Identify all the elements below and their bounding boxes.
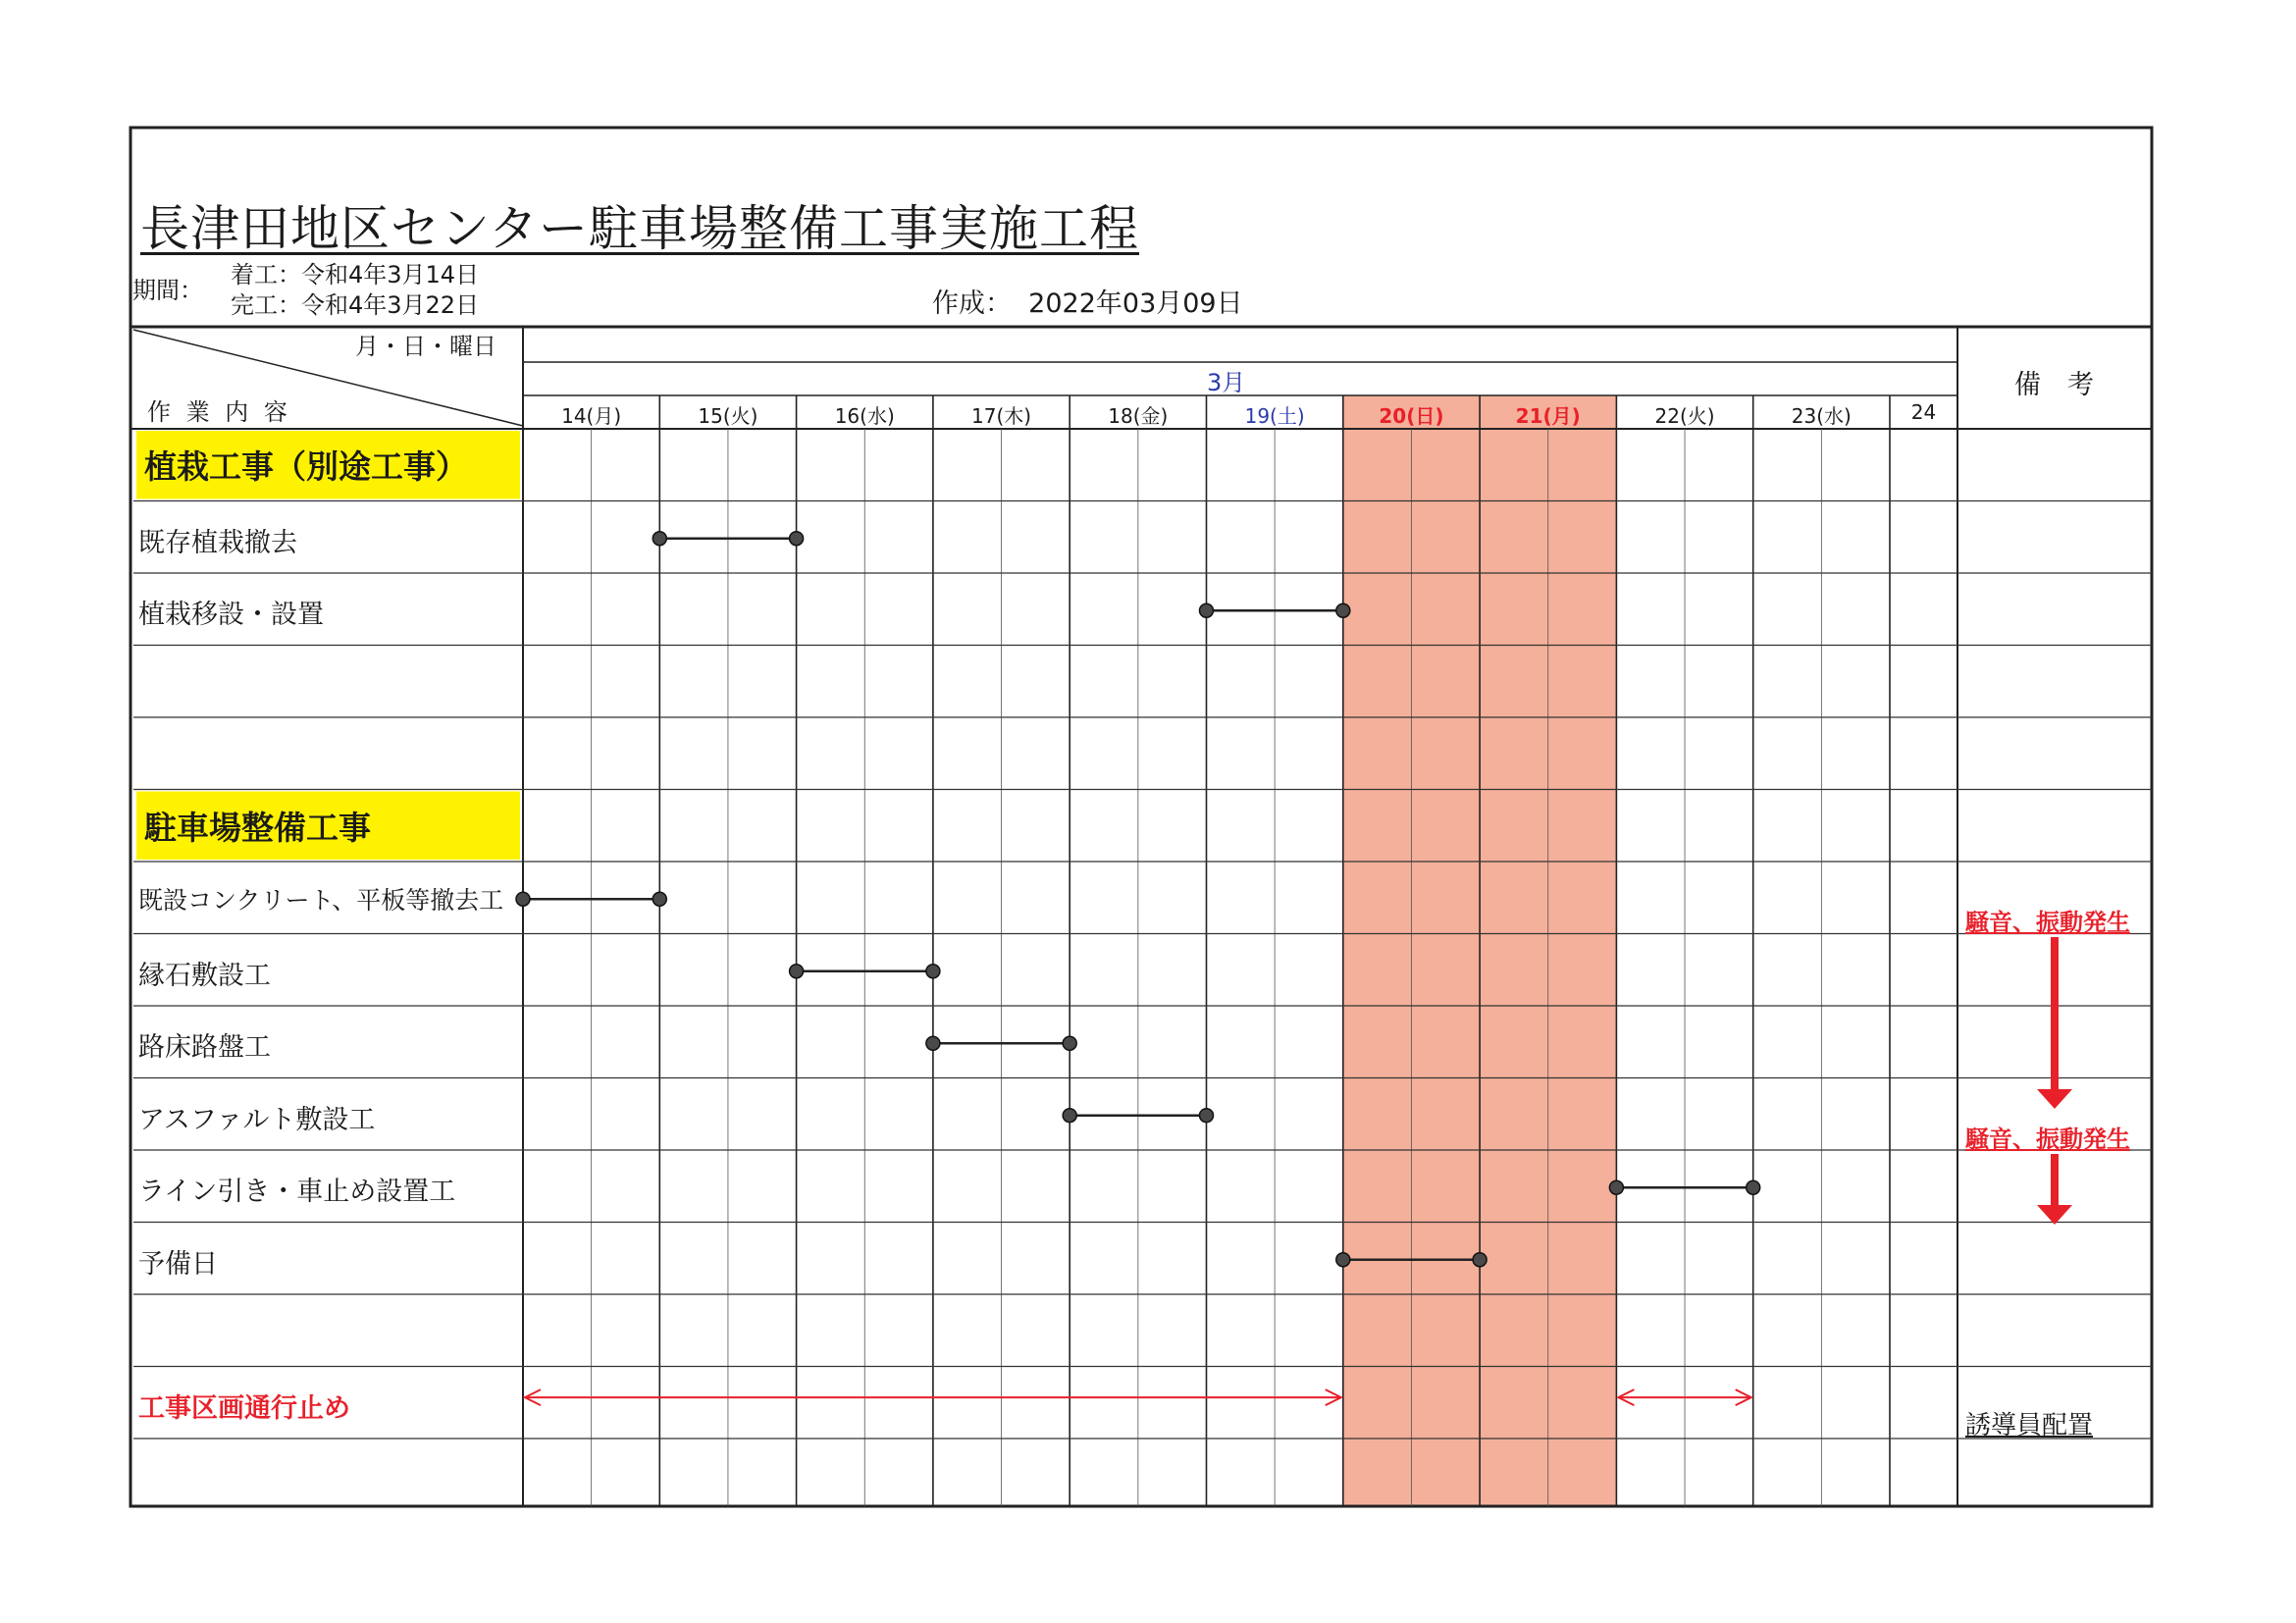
- bar-end-dot: [790, 532, 804, 546]
- bar-start-dot: [1336, 1253, 1350, 1267]
- date-axis-label: 月・日・曜日: [355, 333, 496, 360]
- start-date: 令和4年3月14日: [301, 261, 480, 288]
- task-row-label: 縁石敷設工: [138, 960, 271, 991]
- bar-start-dot: [1609, 1180, 1623, 1194]
- end-date: 令和4年3月22日: [301, 291, 480, 319]
- day-header-2: 16(水): [834, 404, 895, 428]
- task-row-label: アスファルト敷設工: [138, 1104, 376, 1135]
- day-header-5: 19(土): [1244, 404, 1305, 428]
- month-label: 3月: [1207, 369, 1246, 396]
- closure-row-label: 工事区画通行止め: [138, 1392, 350, 1424]
- bar-end-dot: [1336, 603, 1350, 617]
- day-header-8: 22(火): [1654, 404, 1715, 428]
- task-row-label: 植栽移設・設置: [138, 600, 324, 630]
- day-header-9: 23(水): [1791, 404, 1852, 428]
- start-date-row: [231, 261, 479, 288]
- bar-end-dot: [1747, 1180, 1760, 1194]
- day-header-1: 15(火): [698, 404, 758, 428]
- remark-noise-2: 騒音、振動発生: [1965, 1126, 2130, 1153]
- bar-start-dot: [926, 1036, 940, 1050]
- created-label: 作成：: [932, 288, 1012, 319]
- day-header-0: 14(月): [561, 404, 622, 428]
- bar-start-dot: [1063, 1109, 1076, 1123]
- bar-end-dot: [652, 892, 666, 906]
- bar-end-dot: [1200, 1109, 1214, 1123]
- end-label: 完工：: [231, 291, 301, 319]
- day-header-3: 17(木): [971, 404, 1032, 428]
- remarks-header: 備 考: [2014, 370, 2094, 400]
- task-row-label: 既設コンクリート、平板等撤去工: [138, 886, 504, 915]
- day-header-10: 24: [1910, 400, 1937, 424]
- bar-start-dot: [790, 965, 804, 978]
- remark-guide: 誘導員配置: [1965, 1411, 2094, 1440]
- day-header-7: 21(月): [1515, 404, 1581, 428]
- document-title: 長津田地区センター駐車場整備工事実施工程: [140, 200, 1139, 257]
- bar-start-dot: [516, 892, 530, 906]
- task-row-label: 既存植栽撤去: [138, 527, 297, 558]
- day-header-6: 20(日): [1379, 404, 1444, 428]
- work-content-label: 作 業 内 容: [147, 398, 291, 426]
- remark-noise-1: 騒音、振動発生: [1965, 909, 2130, 936]
- task-row-label: 路床路盤工: [138, 1032, 271, 1063]
- task-row-label: ライン引き・車止め設置工: [138, 1177, 456, 1207]
- task-row-label: 予備日: [138, 1248, 218, 1280]
- remark-arrow-2-shaft: [2051, 1154, 2059, 1207]
- start-label: 着工：: [231, 261, 301, 288]
- created-date: 2022年03月09日: [1028, 288, 1243, 319]
- section-heading: 駐車場整備工事: [144, 808, 371, 847]
- end-date-row: [231, 291, 479, 319]
- bar-end-dot: [1473, 1253, 1487, 1267]
- bar-end-dot: [1063, 1036, 1076, 1050]
- created-date-row: [932, 290, 1243, 318]
- remark-arrow-1-shaft: [2051, 937, 2059, 1091]
- bar-start-dot: [652, 532, 666, 546]
- bar-end-dot: [926, 965, 940, 978]
- period-label: 期間：: [132, 277, 203, 304]
- day-header-4: 18(金): [1108, 404, 1169, 428]
- bar-start-dot: [1200, 603, 1214, 617]
- remark-arrow-1-head: [2037, 1089, 2072, 1109]
- section-heading: 植栽工事（別途工事）: [144, 447, 468, 487]
